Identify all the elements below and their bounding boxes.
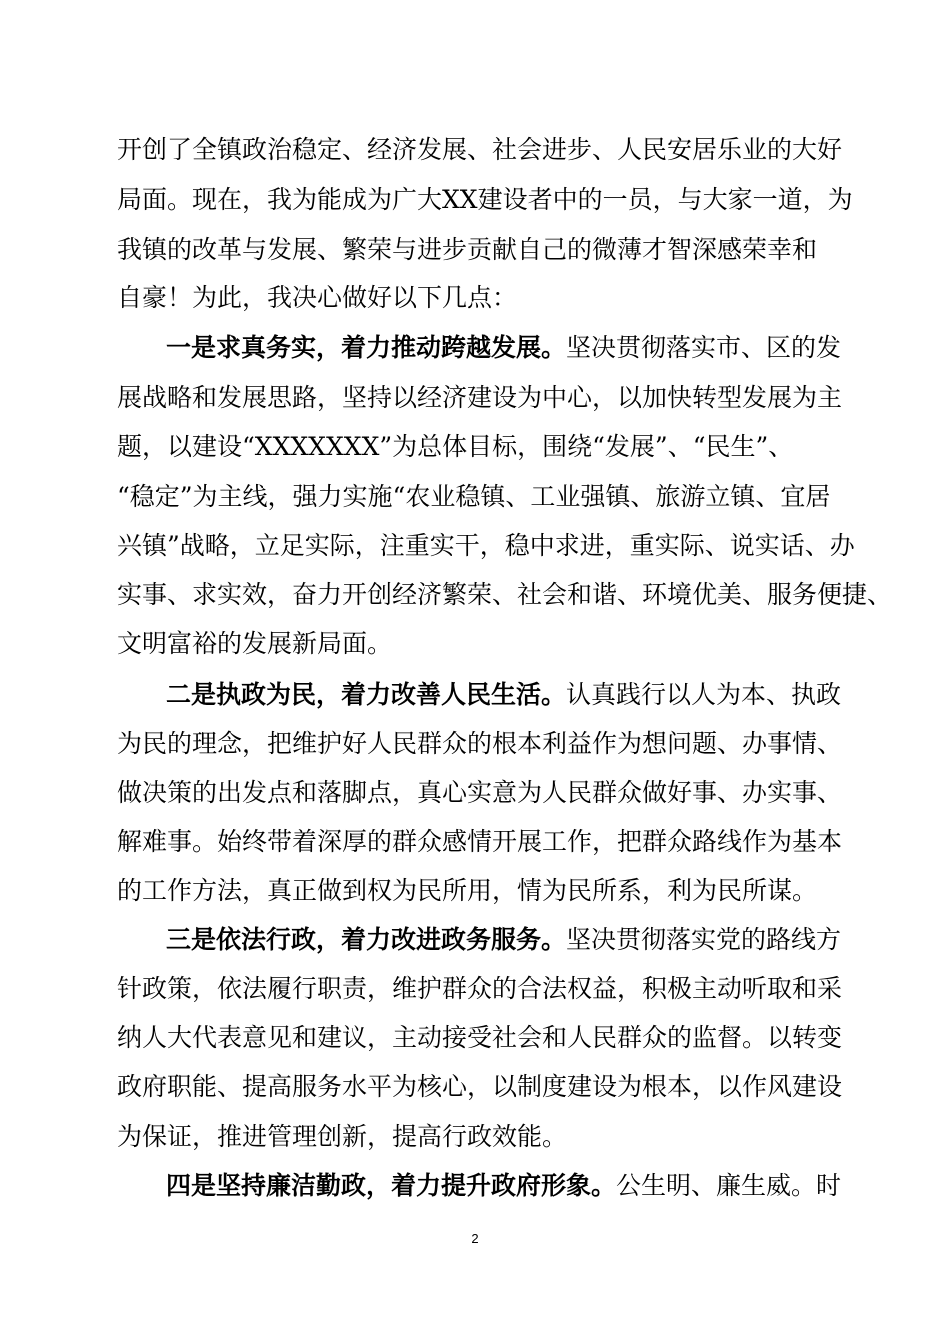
paragraph-line: 解难事。始终带着深厚的群众感情开展工作，把群众路线作为基本	[117, 827, 843, 856]
paragraph-line: 为保证，推进管理创新，提高行政效能。	[117, 1122, 568, 1151]
paragraph-line: 为民的理念，把维护好人民群众的根本利益作为想问题、办事情、	[117, 729, 843, 758]
paragraph-line: 针政策，依法履行职责，维护群众的合法权益，积极主动听取和采	[117, 974, 843, 1003]
paragraph-line: 开创了全镇政治稳定、经济发展、社会进步、人民安居乐业的大好	[117, 135, 843, 164]
point-4-text: 公生明、廉生威。时	[616, 1171, 842, 1200]
paragraph-line: 兴镇”战略，立足实际，注重实干，稳中求进，重实际、说实话、办	[117, 531, 855, 560]
point-2-first-line	[166, 670, 847, 720]
point-2-heading: 二是执政为民，着力改善人民生活。	[166, 680, 567, 709]
paragraph-line: “稳定”为主线，强力实施“农业稳镇、工业强镇、旅游立镇、宜居	[117, 482, 831, 511]
point-3-heading: 三是依法行政，着力改进政务服务。	[166, 925, 567, 954]
point-1-heading: 一是求真务实，着力推动跨越发展。	[166, 333, 567, 362]
paragraph-line: 局面。现在，我为能成为广大XX建设者中的一员，与大家一道，为	[117, 185, 853, 214]
paragraph-line: 做决策的出发点和落脚点，真心实意为人民群众做好事、办实事、	[117, 778, 843, 807]
paragraph-line: 自豪！为此，我决心做好以下几点：	[117, 283, 518, 312]
page-number: 2	[471, 1231, 479, 1246]
paragraph-line: 的工作方法，真正做到权为民所用，情为民所系，利为民所谋。	[117, 876, 818, 905]
paragraph-line: 纳人大代表意见和建议，主动接受社会和人民群众的监督。以转变	[117, 1023, 843, 1052]
paragraph-line: 实事、求实效，奋力开创经济繁荣、社会和谐、环境优美、服务便捷、	[117, 580, 893, 609]
paragraph-line: 展战略和发展思路，坚持以经济建设为中心，以加快转型发展为主	[117, 383, 843, 412]
point-1-text: 坚决贯彻落实市、区的发	[566, 333, 842, 362]
point-4-heading: 四是坚持廉洁勤政，着力提升政府形象。	[166, 1171, 617, 1200]
paragraph-line: 题，以建设“XXXXXXX”为总体目标，围绕“发展”、“民生”、	[117, 432, 794, 461]
point-1-first-line	[166, 323, 847, 373]
paragraph-line: 文明富裕的发展新局面。	[117, 629, 393, 658]
point-3-first-line	[166, 915, 847, 965]
paragraph-line: 政府职能、提高服务水平为核心，以制度建设为根本，以作风建设	[117, 1072, 843, 1101]
paragraph-line: 我镇的改革与发展、繁荣与进步贡献自己的微薄才智深感荣幸和	[117, 235, 818, 264]
point-4-first-line	[166, 1161, 847, 1211]
point-2-text: 认真践行以人为本、执政	[566, 680, 842, 709]
point-3-text: 坚决贯彻落实党的路线方	[566, 925, 842, 954]
